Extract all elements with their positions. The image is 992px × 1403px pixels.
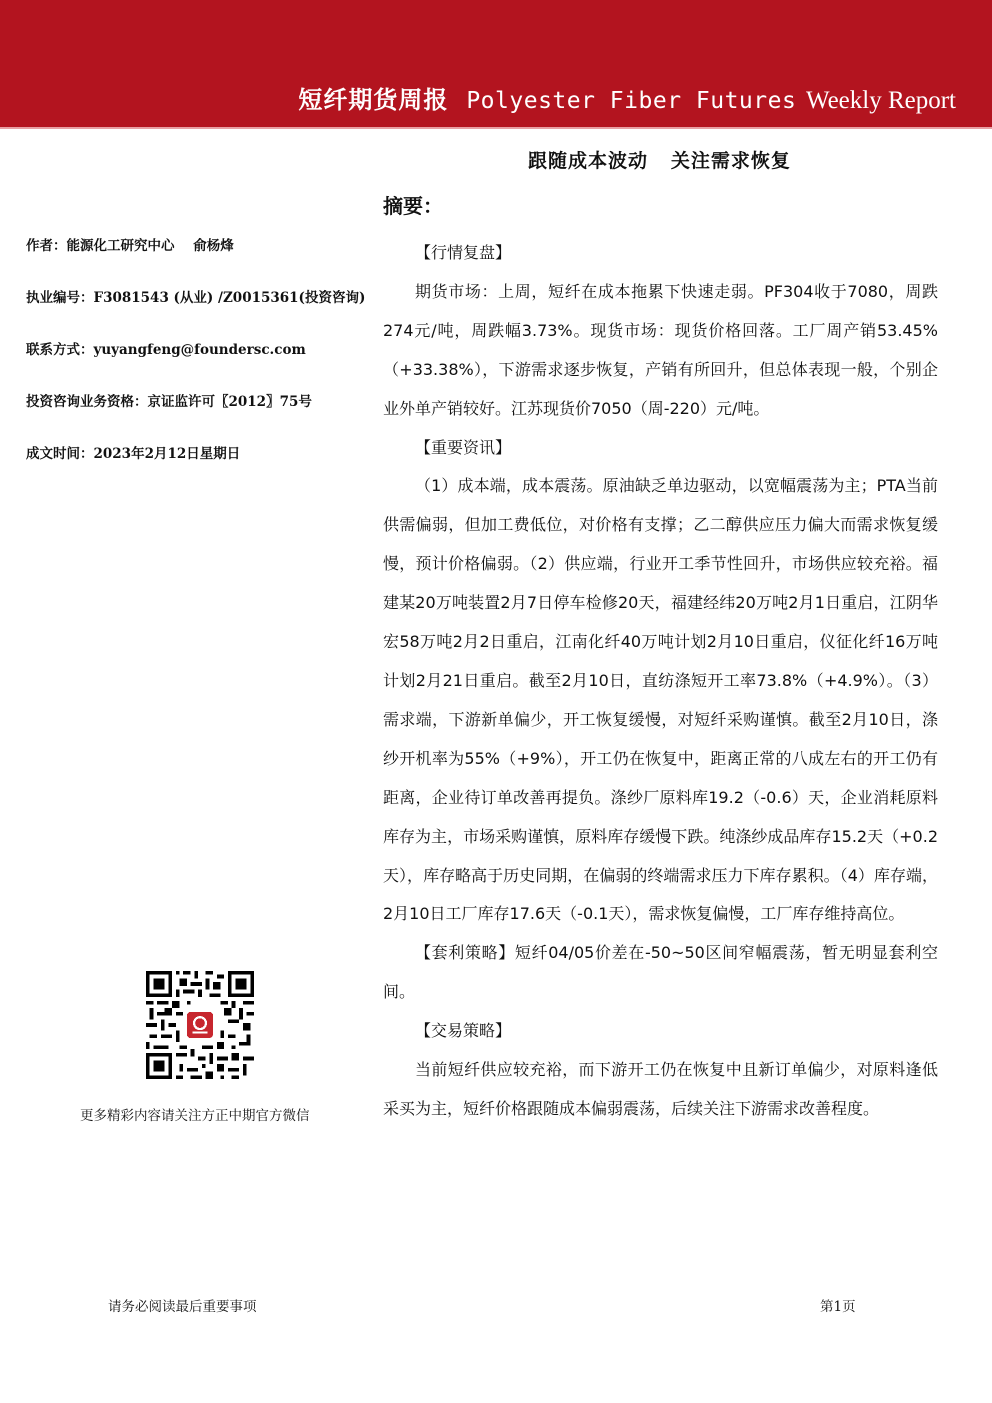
report-series-title (298, 80, 956, 115)
qualification-line: 投资咨询业务资格：京证监许可〖2012〗75号 (26, 394, 312, 410)
header-divider (0, 127, 992, 129)
market-review-text: 期货市场：上周，短纤在成本拖累下快速走弱。PF304收于7080，周跌274元/吨，周跌幅3.73%。现货市场：现货价格回落。工厂周产销53.45%（+33.38%），下游需求逐步恢复，产销有所回升，但总体表现一般，个别企业外单产销较好。江苏现货价7050（周-220）元/吨。 (383, 281, 938, 418)
arbitrage-paragraph (383, 934, 938, 1012)
header-banner (0, 0, 992, 127)
page-number: 第1页 (820, 1299, 856, 1315)
contact-line: 联系方式：yuyangfeng@foundersc.com (26, 342, 306, 358)
company-logo-icon (183, 1008, 217, 1042)
title-en: Polyester Fiber Futures (466, 88, 797, 114)
abstract-body (383, 234, 938, 1129)
date-line: 成文时间：2023年2月12日星期日 (26, 446, 241, 462)
footer-notice: 请务必阅读最后重要事项 (108, 1299, 257, 1315)
news-heading: 【重要资讯】 (415, 437, 512, 457)
arbitrage-text: 短纤04/05价差在-50~50区间窄幅震荡，暂无明显套利空间。 (383, 943, 938, 1002)
arbitrage-heading: 【套利策略】 (415, 943, 515, 963)
qr-caption: 更多精彩内容请关注方正中期官方微信 (80, 1108, 310, 1124)
market-review-heading: 【行情复盘】 (415, 243, 512, 262)
trading-text: 当前短纤供应较充裕，而下游开工仍在恢复中且新订单偏少，对原料逢低采买为主，短纤价格跟随成本偏弱震荡，后续关注下游需求改善程度。 (383, 1060, 938, 1118)
title-en-suffix: Weekly Report (805, 87, 956, 114)
abstract-title: 摘要： (383, 194, 443, 218)
license-line: 执业编号：F3081543 (从业) /Z0015361(投资咨询) (26, 290, 366, 306)
qr-code-icon (146, 971, 254, 1079)
news-text: （1）成本端，成本震荡。原油缺乏单边驱动，以宽幅震荡为主；PTA当前供需偏弱，但加工费低位，对价格有支撑；乙二醇供应压力偏大而需求恢复缓慢，预计价格偏弱。（2）供应端，行业开工季节性回升，市场供应较充裕。福建某20万吨装置2月7日停车检修20天，福建经纬20万吨2月1日重启，江阴华宏58万吨2月2日重启，江南化纤40万吨计划2月10日重启，仪征化纤16万吨计划2月21日重启。截至2月10日，直纺涤短开工率73.8%（+4.9%）。（3）需求端，下游新单偏少，开工恢复缓慢，对短纤采购谨慎。截至2月10日，涤纱开机率为55%（+9%），开工仍在恢复中，距离正常的八成左右的开工仍有距离，企业待订单改善再提负。涤纱厂原料库19.2（-0.6）天，企业消耗原料库存为主，市场采购谨慎，原料库存缓慢下跌。纯涤纱成品库存15.2天（+0.2天），库存略高于历史同期，在偏弱的终端需求压力下库存累积。（4）库存端，2月10日工厂库存17.6天（-0.1天），需求恢复偏慢，工厂库存维持高位。 (383, 476, 938, 924)
author-line: 作者：能源化工研究中心 俞杨烽 (26, 238, 234, 254)
report-title: 跟随成本波动 关注需求恢复 (528, 150, 791, 172)
trading-heading: 【交易策略】 (415, 1021, 512, 1041)
title-cn: 短纤期货周报 (298, 85, 449, 114)
